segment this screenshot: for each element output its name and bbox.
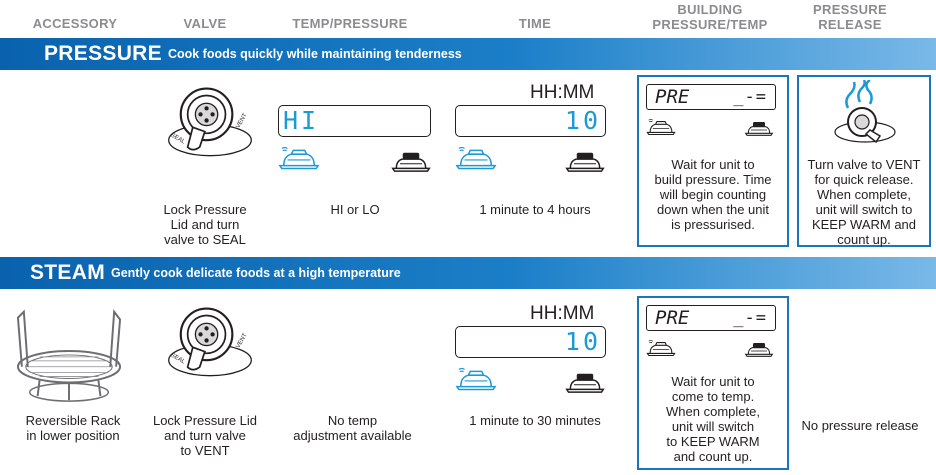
building-display-right: _-= bbox=[733, 87, 767, 107]
caption-line: in lower position bbox=[26, 428, 120, 443]
valve-vent-label: VENT bbox=[235, 332, 249, 350]
steam-time-caption: 1 minute to 30 minutes bbox=[469, 413, 601, 428]
building-display-right: _-= bbox=[733, 308, 767, 328]
caption-line: for quick release. bbox=[814, 172, 914, 187]
header-accessory: ACCESSORY bbox=[32, 16, 118, 31]
steam-temp-caption bbox=[280, 413, 425, 443]
pressure-band bbox=[0, 38, 936, 70]
building-caption bbox=[640, 157, 786, 232]
header-valve: VALVE bbox=[183, 16, 227, 31]
lid-down-icon bbox=[744, 341, 774, 357]
building-display-left: PRE bbox=[655, 86, 690, 108]
caption-line: will begin counting bbox=[659, 187, 767, 202]
rack-icon bbox=[8, 298, 130, 406]
temp-display-value: HI bbox=[283, 106, 320, 135]
lid-up-icon bbox=[278, 146, 320, 170]
time-unit-label: HH:MM bbox=[530, 82, 595, 103]
header-building bbox=[630, 2, 790, 32]
caption-line: build pressure. Time bbox=[654, 172, 772, 187]
time-display bbox=[455, 326, 606, 358]
caption-line: When complete, bbox=[666, 404, 760, 419]
caption-line: Wait for unit to bbox=[671, 157, 755, 172]
valve-seal-label: SEAL bbox=[169, 132, 186, 146]
time-caption: 1 minute to 4 hours bbox=[479, 202, 591, 217]
header-building-line1: BUILDING bbox=[677, 2, 743, 17]
steam-release-caption: No pressure release bbox=[801, 418, 919, 433]
caption-line: is pressurised. bbox=[671, 217, 755, 232]
steam-building-caption bbox=[640, 374, 786, 464]
time-display-value: 10 bbox=[564, 106, 601, 135]
caption-line: KEEP WARM and bbox=[811, 217, 917, 232]
caption-line: Wait for unit to bbox=[671, 374, 755, 389]
caption-line: come to temp. bbox=[671, 389, 755, 404]
caption-line: Reversible Rack bbox=[25, 413, 121, 428]
header-release bbox=[790, 2, 910, 32]
header-release-line1: PRESSURE bbox=[813, 2, 887, 17]
steam-title: STEAM bbox=[30, 261, 105, 284]
lid-down-icon bbox=[744, 120, 774, 136]
valve-seal-label: SEAL bbox=[169, 352, 186, 366]
lid-up-icon bbox=[646, 118, 676, 136]
lid-up-icon bbox=[646, 339, 676, 357]
temp-display bbox=[278, 105, 431, 137]
caption-line: count up. bbox=[837, 232, 891, 247]
caption-line: Lock Pressure Lid bbox=[152, 413, 258, 428]
caption-line: Lock Pressure bbox=[163, 202, 247, 217]
time-display bbox=[455, 105, 606, 137]
lid-up-icon bbox=[455, 146, 497, 170]
accessory-caption bbox=[8, 413, 138, 443]
caption-line: When complete, bbox=[817, 187, 911, 202]
steam-band bbox=[0, 257, 936, 289]
caption-line: Lid and turn bbox=[170, 217, 240, 232]
caption-line: adjustment available bbox=[293, 428, 412, 443]
caption-line: unit will switch to bbox=[815, 202, 913, 217]
steam-release-icon bbox=[830, 80, 900, 150]
lid-down-icon bbox=[564, 150, 606, 172]
caption-line: No temp bbox=[327, 413, 378, 428]
header-release-line2: RELEASE bbox=[818, 17, 882, 32]
pressure-valve-caption bbox=[140, 202, 270, 247]
caption-line: and count up. bbox=[673, 449, 753, 464]
building-display bbox=[646, 305, 776, 331]
caption-line: to KEEP WARM bbox=[666, 434, 760, 449]
lid-up-icon bbox=[455, 367, 497, 391]
building-display-left: PRE bbox=[655, 307, 690, 329]
pressure-subtitle: Cook foods quickly while maintaining tenderness bbox=[167, 47, 462, 61]
header-time: TIME bbox=[518, 16, 552, 31]
header-building-line2: PRESSURE/TEMP bbox=[652, 17, 768, 32]
caption-line: valve to SEAL bbox=[164, 232, 246, 247]
lid-down-icon bbox=[390, 150, 432, 172]
caption-line: down when the unit bbox=[656, 202, 770, 217]
lid-down-icon bbox=[564, 371, 606, 393]
caption-line: Turn valve to VENT bbox=[807, 157, 921, 172]
pressure-title: PRESSURE bbox=[44, 42, 162, 65]
steam-subtitle: Gently cook delicate foods at a high temperature bbox=[111, 266, 401, 280]
time-unit-label: HH:MM bbox=[530, 303, 595, 324]
header-temp-pressure: TEMP/PRESSURE bbox=[292, 16, 408, 31]
caption-line: unit will switch bbox=[671, 419, 755, 434]
caption-line: to VENT bbox=[180, 443, 230, 458]
release-caption bbox=[799, 157, 929, 247]
time-display-value: 10 bbox=[564, 327, 601, 356]
temp-caption: HI or LO bbox=[330, 202, 380, 217]
steam-valve-caption bbox=[140, 413, 270, 458]
valve-vent-label: VENT bbox=[235, 112, 249, 130]
building-display bbox=[646, 84, 776, 110]
caption-line: and turn valve bbox=[164, 428, 246, 443]
